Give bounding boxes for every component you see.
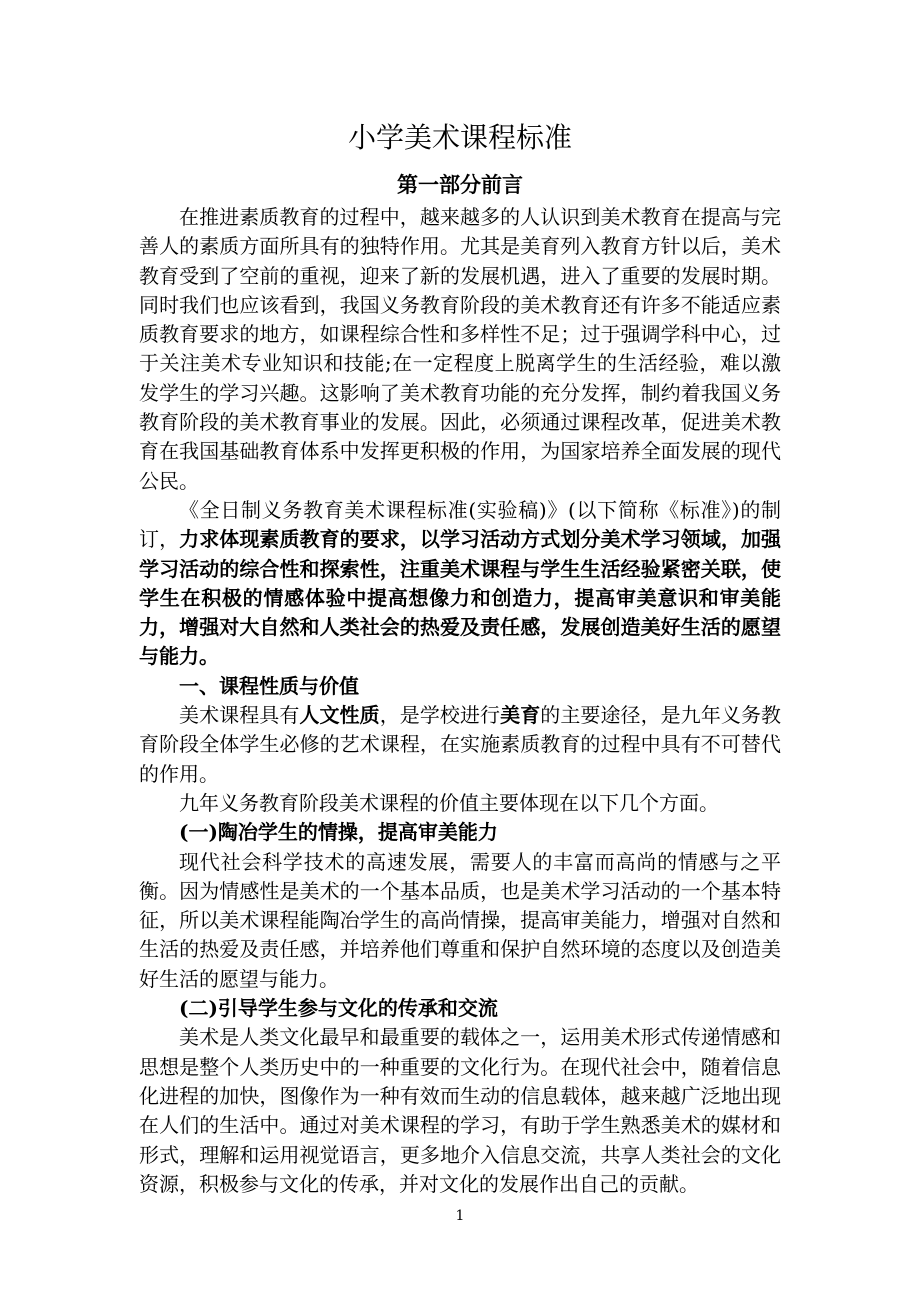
document-title: 小学美术课程标准	[347, 121, 572, 154]
paragraph-standard-intro: 《全日制义务教育美术课程标准(实验稿)》(以下简称《标准》)的制订，	[139, 497, 781, 552]
subsection-heading-2: (二)引导学生参与文化的传承和交流	[179, 996, 498, 1021]
paragraph-nature-emphasis-humanistic: 人文性质	[299, 703, 380, 728]
page-number: 1	[455, 1208, 465, 1224]
document-body	[139, 203, 781, 1199]
paragraph-subsection-1: 现代社会科学技术的高速发展，需要人的丰富而高尚的情感与之平衡。因为情感性是美术的一个基本品质，也是美术学习活动的一个基本特征，所以美术课程能陶冶学生的高尚情操，提高审美能力，增强对自然和生活的热爱及责任感，并培养他们尊重和保护自然环境的态度以及创造美好生活的愿望与能力。	[139, 849, 781, 991]
paragraph-nature-text-a: 美术课程具有	[179, 703, 300, 728]
paragraph-value-intro: 九年义务教育阶段美术课程的价值主要体现在以下几个方面。	[179, 790, 719, 815]
part-heading: 第一部分前言	[397, 172, 523, 197]
section-heading-nature-value: 一、课程性质与价值	[179, 673, 359, 698]
paragraph-nature-text-e: 的主要途径，是九年义务教育阶段全体学生必修的艺术课程，在实施素质教育的过程中具有不可替代的作用。	[139, 703, 782, 786]
paragraph-intro: 在推进素质教育的过程中，越来越多的人认识到美术教育在提高与完善人的素质方面所具有的独特作用。尤其是美育列入教育方针以后，美术教育受到了空前的重视，迎来了新的发展机遇，进入了重要的发展时期。同时我们也应该看到，我国义务教育阶段的美术教育还有许多不能适应素质教育要求的地方，如课程综合性和多样性不足；过于强调学科中心，过于关注美术专业知识和技能;在一定程度上脱离学生的生活经验，难以激发学生的学习兴趣。这影响了美术教育功能的充分发挥，制约着我国义务教育阶段的美术教育事业的发展。因此，必须通过课程改革，促进美术教育在我国基础教育体系中发挥更积极的作用，为国家培养全面发展的现代公民。	[139, 205, 781, 493]
paragraph-subsection-2: 美术是人类文化最早和最重要的载体之一，运用美术形式传递情感和思想是整个人类历史中的一种重要的文化行为。在现代社会中，随着信息化进程的加快，图像作为一种有效而生动的信息载体，越来越广泛地出现在人们的生活中。通过对美术课程的学习，有助于学生熟悉美术的媒材和形式，理解和运用视觉语言，更多地介入信息交流，共享人类社会的文化资源，积极参与文化的传承，并对文化的发展作出自己的贡献。	[139, 1025, 781, 1196]
paragraph-nature-text-c: ，是学校进行	[379, 703, 501, 728]
subsection-heading-1: (一)陶冶学生的情操，提高审美能力	[179, 820, 498, 845]
paragraph-standard-emphasis: 力求体现素质教育的要求，以学习活动方式划分美术学习领域，加强学习活动的综合性和探索性，注重美术课程与学生生活经验紧密关联，使学生在积极的情感体验中提高想像力和创造力，提高审美意识和审美能力，增强对大自然和人类社会的热爱及责任感，发展创造美好生活的愿望与能力。	[139, 527, 782, 669]
paragraph-standard	[139, 496, 781, 672]
paragraph-nature-emphasis-aesthetic: 美育	[500, 703, 541, 728]
paragraph-nature	[139, 701, 781, 789]
